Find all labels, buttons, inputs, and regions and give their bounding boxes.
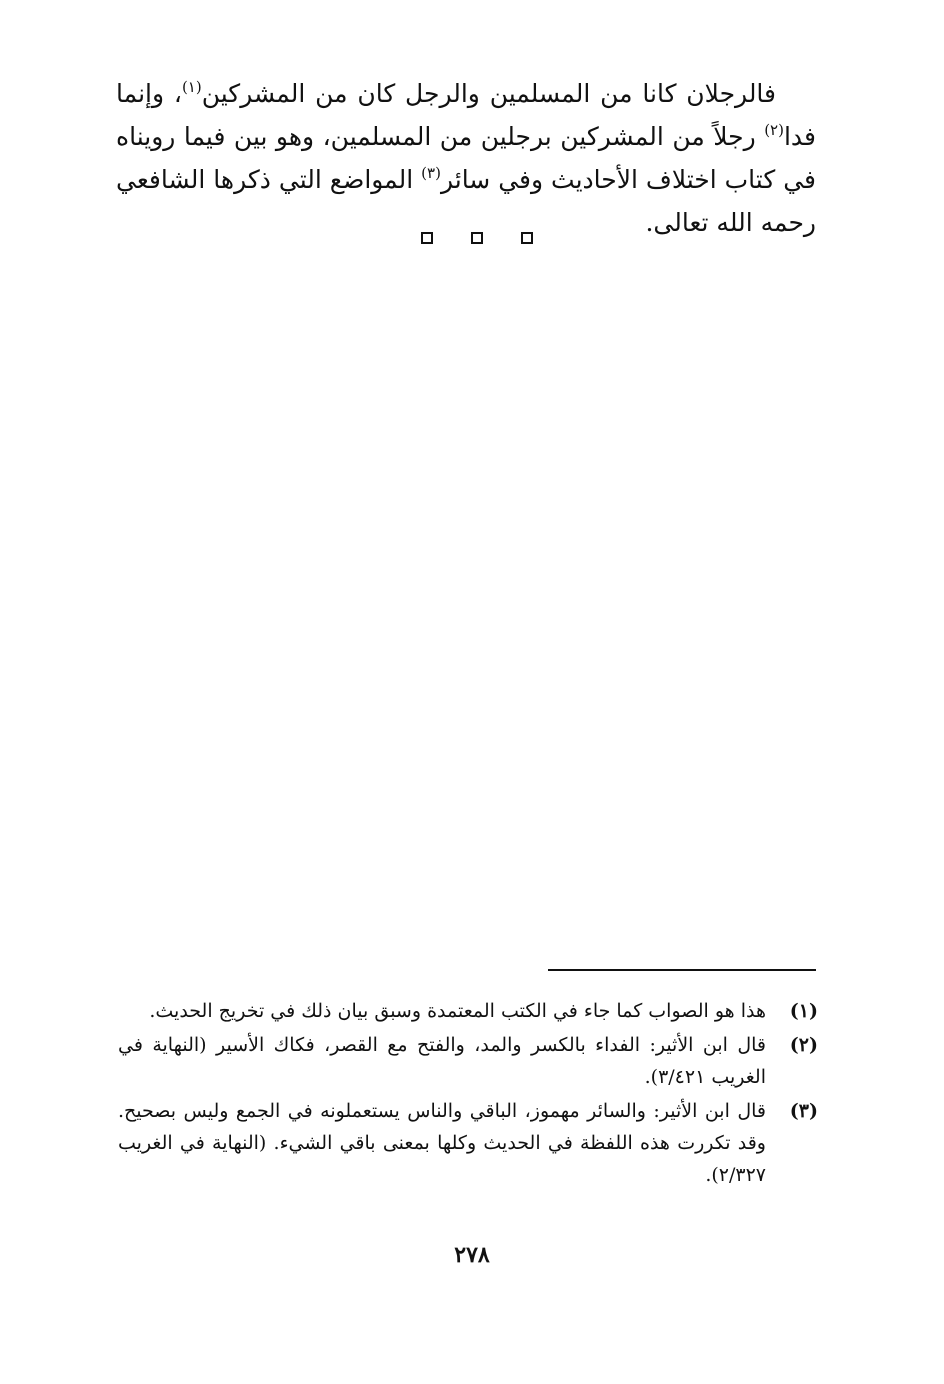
square-ornament-icon [471, 232, 483, 244]
main-text-segment: ، وإنما فدا [116, 79, 816, 151]
main-text-segment: رجلاً من المشركين برجلين من المسلمين، وهو بين فيما رويناه في كتاب اختلاف الأحاديث وفي سائر [116, 122, 816, 194]
footnote-item [118, 1029, 818, 1093]
section-separator [0, 232, 944, 244]
main-paragraph [116, 72, 816, 244]
footnote-reference: (٢) [764, 121, 784, 139]
footnote-text: قال ابن الأثير: والسائر مهموز، الباقي والناس يستعملونه في الجمع وليس بصحيح. وقد تكررت هذه اللفظة في الحديث وكلها بمعنى باقي الشيء. (النهاية في الغريب ٢/٣٢٧). [118, 1100, 766, 1186]
footnote-reference: (١) [181, 78, 202, 96]
footnote-reference: (٣) [421, 164, 441, 182]
square-ornament-icon [521, 232, 533, 244]
footnote-divider [548, 969, 816, 971]
square-ornament-icon [421, 232, 433, 244]
footnote-number: (١) [789, 1000, 818, 1022]
main-text-segment: فالرجلان كانا من المسلمين والرجل كان من المشركين [201, 79, 776, 108]
footnote-item [118, 1095, 818, 1191]
footnote-text: هذا هو الصواب كما جاء في الكتب المعتمدة وسبق بيان ذلك في تخريج الحديث. [149, 1000, 766, 1022]
footnote-number: (٣) [789, 1100, 818, 1122]
main-text-segment: المواضع التي ذكرها الشافعي رحمه الله تعالى. [116, 165, 816, 237]
footnote-number: (٢) [789, 1034, 818, 1056]
page-number: ٢٧٨ [454, 1242, 490, 1268]
footnotes-block [118, 995, 818, 1193]
main-text-block [116, 72, 816, 244]
footnote-text: قال ابن الأثير: الفداء بالكسر والمد، والفتح مع القصر، فكاك الأسير (النهاية في الغريب ٣/٤٢١). [118, 1034, 766, 1088]
footnote-item [118, 995, 818, 1027]
